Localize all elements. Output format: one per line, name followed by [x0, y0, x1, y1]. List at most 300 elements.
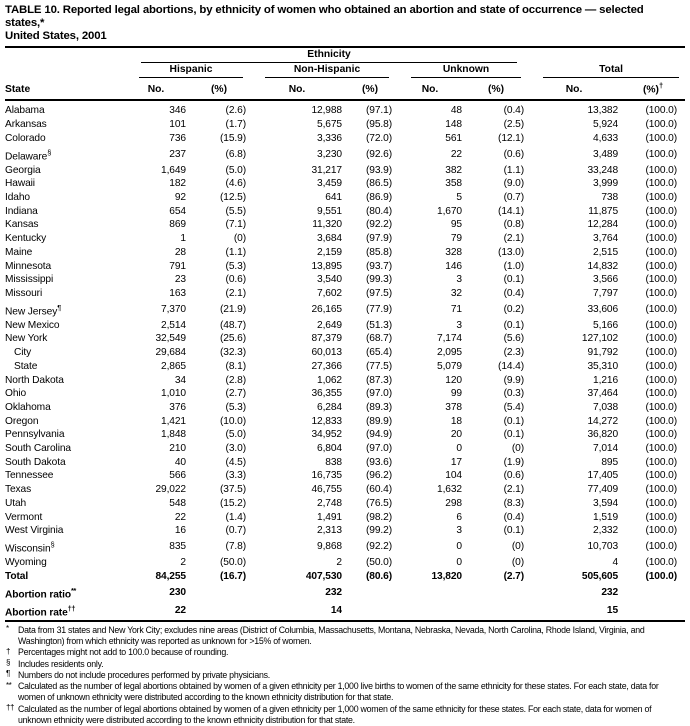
cell-number: 1,491: [317, 511, 342, 523]
cell-number: 3,684: [317, 233, 342, 245]
table-row: [5, 319, 685, 333]
cell-percent: [465, 584, 527, 602]
table-row: [5, 301, 685, 319]
row-label: New York: [5, 333, 48, 345]
cell-percent: (97.0): [365, 388, 392, 400]
cell-percent: (93.9): [365, 164, 392, 176]
non-hispanic-no-header: No.: [249, 78, 345, 100]
cell-number: 2: [336, 557, 342, 569]
table-row: [5, 497, 685, 511]
row-label: Delaware§: [5, 147, 51, 162]
cell-number: 32: [450, 287, 462, 299]
state-col-spacer: [5, 48, 123, 63]
row-label: West Virginia: [5, 525, 64, 537]
state-col-spacer2: [5, 63, 123, 78]
ethnicity-label: Ethnicity: [141, 48, 517, 63]
cell-number: [395, 602, 465, 621]
hispanic-group-header: [123, 63, 249, 78]
cell-number: 2,332: [593, 525, 619, 537]
cell-percent: (0): [511, 557, 525, 569]
cell-percent: (100.0): [645, 105, 678, 117]
cell-number: 2,865: [161, 360, 186, 372]
cell-number: 6,284: [317, 401, 342, 413]
cell-number: 182: [169, 178, 186, 190]
table-row: [5, 428, 685, 442]
unknown-group-header: [395, 63, 527, 78]
cell-percent: (2.7): [225, 388, 246, 400]
cell-number: 29,022: [155, 484, 186, 496]
cell-number: 5,166: [593, 319, 619, 331]
cell-percent: (2.3): [503, 347, 525, 359]
hispanic-label: Hispanic: [139, 63, 243, 78]
table-title-line2: United States, 2001: [5, 30, 107, 42]
cell-number: 12,833: [311, 415, 342, 427]
footnote-symbol: *: [6, 624, 9, 634]
cell-percent: (1.1): [225, 246, 246, 258]
cell-number: 12,284: [587, 219, 619, 231]
cell-number: 33,606: [587, 303, 619, 315]
cell-percent: (100.0): [645, 219, 678, 231]
cell-number: 3,999: [593, 178, 619, 190]
footnote: [5, 670, 685, 681]
cell-number: 566: [169, 470, 186, 482]
cell-percent: (0.2): [503, 303, 525, 315]
table-row: [5, 146, 685, 164]
cell-percent: (100.0): [645, 570, 678, 582]
cell-number: 230: [169, 586, 186, 598]
cell-number: 29,684: [155, 347, 186, 359]
cell-percent: (14.4): [498, 360, 525, 372]
cell-percent: (1.0): [503, 260, 525, 272]
dagger-superscript: †: [658, 81, 664, 90]
cell-number: 382: [445, 164, 462, 176]
cell-percent: (100.0): [645, 470, 678, 482]
ethnicity-group-header: [123, 48, 527, 63]
cell-percent: (15.2): [219, 497, 246, 509]
cell-number: 5,924: [593, 119, 619, 131]
table-row: [5, 524, 685, 538]
row-label: Alabama: [5, 105, 45, 117]
cell-number: 3,336: [317, 132, 342, 144]
cell-percent: (0.3): [503, 388, 525, 400]
cell-percent: (100.0): [645, 456, 678, 468]
cell-percent: (100.0): [645, 484, 678, 496]
cell-number: 2,514: [161, 319, 186, 331]
cell-percent: (48.7): [219, 319, 246, 331]
cell-number: 148: [445, 119, 462, 131]
cell-percent: (0.7): [225, 525, 246, 537]
row-label: Abortion ratio**: [5, 585, 76, 600]
cell-number: 28: [174, 246, 186, 258]
cell-number: 3,764: [593, 233, 619, 245]
cell-percent: (94.9): [365, 429, 392, 441]
cell-number: 104: [445, 470, 462, 482]
row-label: Tennessee: [5, 470, 54, 482]
cell-percent: (100.0): [645, 511, 678, 523]
footnote-text: Calculated as the number of legal abortions obtained by women of a given ethnicity per 1,000 live births to women of the same ethnicity for these states. For each state, data for women of unknown ethnicity were distributed according to the known ethnicity distribution for that state.: [18, 681, 659, 703]
subheader-row: [5, 78, 685, 100]
cell-percent: (0.8): [503, 219, 525, 231]
table-row: [5, 287, 685, 301]
cell-number: 7,038: [593, 401, 619, 413]
cell-percent: (0): [233, 233, 246, 245]
table-row: [5, 191, 685, 205]
cell-number: 1,216: [593, 374, 619, 386]
table-row: [5, 556, 685, 570]
cell-percent: (100.0): [645, 541, 678, 553]
cell-number: 34: [174, 374, 186, 386]
cell-number: 791: [169, 260, 186, 272]
table-body: [5, 100, 685, 620]
cell-number: 2,095: [437, 347, 462, 359]
cell-percent: (80.4): [365, 205, 392, 217]
cell-number: 358: [445, 178, 462, 190]
cell-percent: (4.6): [225, 178, 246, 190]
footnote-symbol: **: [6, 680, 12, 690]
footnote-text: Data from 31 states and New York City; excludes nine areas (District of Columbia, Massachusetts, Montana, Nebraska, Nevada, North Carolina, Rhode Island, Virginia, and Washington) from which ethnicity was reported as unknown for >15% of women.: [18, 624, 645, 646]
cell-percent: (97.0): [365, 443, 392, 455]
cell-percent: (2.5): [503, 119, 525, 131]
cell-number: 5,079: [437, 360, 462, 372]
cell-percent: (100.0): [645, 415, 678, 427]
cell-percent: (100.0): [645, 274, 678, 286]
footnote: [5, 681, 685, 704]
cell-percent: (77.5): [365, 360, 392, 372]
cell-number: 4,633: [593, 132, 619, 144]
cell-number: 378: [445, 401, 462, 413]
cell-percent: (60.4): [365, 484, 392, 496]
cell-percent: (89.3): [365, 401, 392, 413]
cell-percent: (0.4): [503, 287, 525, 299]
cell-percent: (100.0): [645, 148, 678, 160]
cell-number: 46,755: [311, 484, 342, 496]
cell-percent: (5.5): [225, 205, 246, 217]
cell-number: 127,102: [581, 333, 619, 345]
cell-number: 7,602: [317, 287, 342, 299]
cell-number: 99: [450, 388, 462, 400]
cell-number: 1: [180, 233, 186, 245]
cell-percent: (96.2): [365, 470, 392, 482]
cell-percent: (5.3): [225, 401, 246, 413]
cell-number: 20: [450, 429, 462, 441]
cell-percent: (100.0): [645, 233, 678, 245]
cell-percent: (76.5): [365, 497, 392, 509]
cell-percent: (9.9): [503, 374, 525, 386]
cell-number: 298: [445, 497, 462, 509]
footnote-marker: §: [50, 540, 55, 549]
cell-percent: (87.3): [365, 374, 392, 386]
cell-percent: (95.8): [365, 119, 392, 131]
table-title-line1: TABLE 10. Reported legal abortions, by ethnicity of women who obtained an abortion and state of occurrence — selected states,*: [5, 4, 644, 29]
row-label: Minnesota: [5, 260, 52, 272]
footnote-symbol: ††: [6, 703, 14, 713]
cell-number: [395, 584, 465, 602]
cell-percent: (5.0): [225, 164, 246, 176]
cell-percent: (2.1): [225, 287, 246, 299]
cell-number: 7,370: [161, 303, 186, 315]
cell-number: 60,013: [311, 347, 342, 359]
cell-percent: (93.7): [365, 260, 392, 272]
row-label: Wisconsin§: [5, 540, 55, 555]
cell-number: 7,014: [593, 443, 619, 455]
cell-percent: (100.0): [645, 497, 678, 509]
cell-number: 35,310: [587, 360, 619, 372]
cell-percent: (32.3): [219, 347, 246, 359]
hispanic-pct-header: (%): [189, 78, 249, 100]
cell-number: 15: [606, 604, 619, 616]
cell-number: 0: [456, 443, 462, 455]
cell-number: 9,551: [317, 205, 342, 217]
cell-number: 14,272: [587, 415, 619, 427]
row-label: New Jersey¶: [5, 302, 61, 318]
cell-percent: (100.0): [645, 287, 678, 299]
cell-number: 18: [450, 415, 462, 427]
cell-percent: (12.5): [219, 192, 246, 204]
cell-percent: (100.0): [645, 303, 678, 315]
cell-percent: (4.5): [225, 456, 246, 468]
cell-number: 3,459: [317, 178, 342, 190]
cell-percent: (8.3): [503, 497, 525, 509]
cell-percent: (72.0): [365, 132, 392, 144]
cell-number: 14,832: [587, 260, 619, 272]
cell-percent: (3.3): [225, 470, 246, 482]
cell-percent: (0.1): [503, 525, 525, 537]
cell-number: 1,421: [161, 415, 186, 427]
cell-percent: (50.0): [365, 557, 392, 569]
table-row: [5, 218, 685, 232]
cell-number: 48: [450, 105, 462, 117]
table-row: [5, 570, 685, 584]
cell-percent: (10.0): [219, 415, 246, 427]
row-label: South Dakota: [5, 456, 66, 468]
total-label: Total: [543, 63, 679, 78]
group-header-row: [5, 63, 685, 78]
cell-percent: (0.6): [503, 470, 525, 482]
cell-percent: (50.0): [219, 557, 246, 569]
footnote-marker: ¶: [57, 302, 61, 312]
cell-number: 95: [450, 219, 462, 231]
cell-percent: (6.8): [225, 148, 246, 160]
cell-number: 163: [169, 287, 186, 299]
cell-percent: (3.0): [225, 443, 246, 455]
cell-percent: (13.0): [498, 246, 525, 258]
non-hispanic-group-header: [249, 63, 395, 78]
cell-number: 2,748: [317, 497, 342, 509]
footnote-marker: ††: [67, 603, 75, 613]
cell-number: 3,540: [317, 274, 342, 286]
cell-number: 9,868: [317, 541, 342, 553]
cell-number: 738: [601, 192, 619, 204]
cell-number: 31,217: [311, 164, 342, 176]
cell-number: 16: [174, 525, 186, 537]
cell-number: 376: [169, 401, 186, 413]
cell-percent: (100.0): [645, 557, 678, 569]
table-row: [5, 246, 685, 260]
row-label: Colorado: [5, 132, 46, 144]
cell-percent: (5.6): [503, 333, 525, 345]
row-label: Mississippi: [5, 274, 54, 286]
row-label: Kansas: [5, 219, 39, 231]
row-label: City: [14, 347, 32, 359]
row-label: Idaho: [5, 192, 30, 204]
cell-number: 232: [601, 586, 619, 598]
cell-number: 736: [169, 132, 186, 144]
cell-percent: (2.7): [503, 570, 525, 582]
cell-number: 17,405: [587, 470, 619, 482]
cell-percent: (21.9): [219, 303, 246, 315]
cell-percent: (0.4): [503, 511, 525, 523]
row-label: Arkansas: [5, 119, 47, 131]
cell-percent: (100.0): [645, 401, 678, 413]
cell-percent: [189, 602, 249, 621]
table-row: [5, 584, 685, 602]
cell-percent: (97.9): [365, 233, 392, 245]
cell-number: 3: [456, 525, 462, 537]
total-no-header: No.: [527, 78, 621, 100]
table-row: [5, 100, 685, 118]
cell-number: 505,605: [581, 570, 619, 582]
row-label: New Mexico: [5, 319, 60, 331]
cell-number: 22: [174, 604, 186, 616]
row-label: Hawaii: [5, 178, 35, 190]
cell-number: 2,515: [593, 246, 619, 258]
cell-percent: (12.1): [498, 132, 525, 144]
cell-percent: (93.6): [365, 456, 392, 468]
cell-number: 33,248: [587, 164, 619, 176]
cell-number: 32,549: [155, 333, 186, 345]
cell-percent: (65.4): [365, 347, 392, 359]
cell-number: 101: [169, 119, 186, 131]
table-row: [5, 442, 685, 456]
cell-percent: (92.2): [365, 541, 392, 553]
table-row: [5, 511, 685, 525]
table-row: [5, 177, 685, 191]
cell-number: 3,566: [593, 274, 619, 286]
unknown-pct-header: (%): [465, 78, 527, 100]
cell-percent: (0.7): [503, 192, 525, 204]
cell-percent: (100.0): [645, 178, 678, 190]
cell-percent: (9.0): [503, 178, 525, 190]
cell-percent: (5.3): [225, 260, 246, 272]
total-pct-header: (%)†: [621, 78, 685, 100]
row-label: Missouri: [5, 287, 43, 299]
cell-number: 13,895: [311, 260, 342, 272]
cell-percent: (89.9): [365, 415, 392, 427]
footnote: [5, 704, 685, 726]
cell-number: 1,062: [317, 374, 342, 386]
table-row: [5, 164, 685, 178]
cell-number: 2,159: [317, 246, 342, 258]
row-label: North Dakota: [5, 374, 64, 386]
unknown-label: Unknown: [411, 63, 521, 78]
cell-number: 346: [169, 105, 186, 117]
table-row: [5, 538, 685, 556]
table-row: [5, 332, 685, 346]
cell-number: 1,519: [593, 511, 619, 523]
cell-percent: (2.8): [225, 374, 246, 386]
cell-number: 79: [450, 233, 462, 245]
cell-number: 14: [330, 604, 342, 616]
footnote-text: Numbers do not include procedures performed by private physicians.: [18, 669, 270, 680]
table-row: [5, 273, 685, 287]
row-label: Utah: [5, 497, 27, 509]
cell-percent: (85.8): [365, 246, 392, 258]
cell-percent: (98.2): [365, 511, 392, 523]
cell-number: 2,313: [317, 525, 342, 537]
cell-percent: (2.6): [225, 105, 246, 117]
cell-percent: (100.0): [645, 246, 678, 258]
cell-number: 16,735: [311, 470, 342, 482]
footnote-text: Percentages might not add to 100.0 because of rounding.: [18, 647, 229, 658]
cell-percent: (77.9): [365, 303, 392, 315]
row-label: Vermont: [5, 511, 43, 523]
cell-percent: (100.0): [645, 388, 678, 400]
footnote-marker: **: [70, 585, 76, 595]
footnote-symbol: §: [6, 658, 10, 668]
cell-number: 11,320: [312, 219, 342, 231]
table-row: [5, 374, 685, 388]
table-title: [5, 4, 685, 48]
footnote: [5, 647, 685, 658]
table-row: [5, 118, 685, 132]
cell-number: 838: [325, 456, 342, 468]
cell-percent: (0.1): [503, 429, 525, 441]
cell-percent: (1.4): [225, 511, 246, 523]
cell-percent: (100.0): [645, 360, 678, 372]
row-label: Pennsylvania: [5, 429, 65, 441]
total-group-header: [527, 63, 685, 78]
cell-percent: (1.1): [503, 164, 525, 176]
row-label: South Carolina: [5, 443, 71, 455]
footnote: [5, 625, 685, 648]
cell-percent: (97.1): [365, 105, 392, 117]
cell-percent: (80.6): [365, 570, 392, 582]
cell-number: 40: [174, 456, 186, 468]
footnote-symbol: ¶: [6, 669, 10, 679]
cell-number: 3,230: [317, 148, 342, 160]
cell-number: 1,848: [161, 429, 186, 441]
cell-percent: (100.0): [645, 347, 678, 359]
cell-number: 3,489: [593, 148, 619, 160]
cell-percent: (0): [511, 443, 525, 455]
cell-percent: (25.6): [219, 333, 246, 345]
abortions-by-ethnicity-table: [5, 48, 685, 622]
cell-percent: (100.0): [645, 319, 678, 331]
table-row: [5, 260, 685, 274]
table-row: [5, 469, 685, 483]
cell-number: 895: [601, 456, 619, 468]
row-label: Georgia: [5, 164, 41, 176]
cell-percent: (8.1): [225, 360, 246, 372]
cell-number: 4: [612, 557, 619, 569]
cell-number: 6: [456, 511, 462, 523]
cell-number: 232: [325, 586, 342, 598]
cell-number: 1,670: [437, 205, 462, 217]
cell-number: 1,010: [161, 388, 186, 400]
cell-number: 120: [445, 374, 462, 386]
cell-percent: (99.3): [365, 274, 392, 286]
cell-number: 22: [174, 511, 186, 523]
cell-number: 548: [169, 497, 186, 509]
cell-number: 12,988: [311, 105, 342, 117]
footnote: [5, 659, 685, 670]
cell-percent: (0.6): [225, 274, 246, 286]
row-label: Wyoming: [5, 557, 47, 569]
cell-number: 23: [174, 274, 186, 286]
cell-number: 835: [169, 541, 186, 553]
cell-percent: (100.0): [645, 333, 678, 345]
cell-percent: (14.1): [498, 205, 525, 217]
